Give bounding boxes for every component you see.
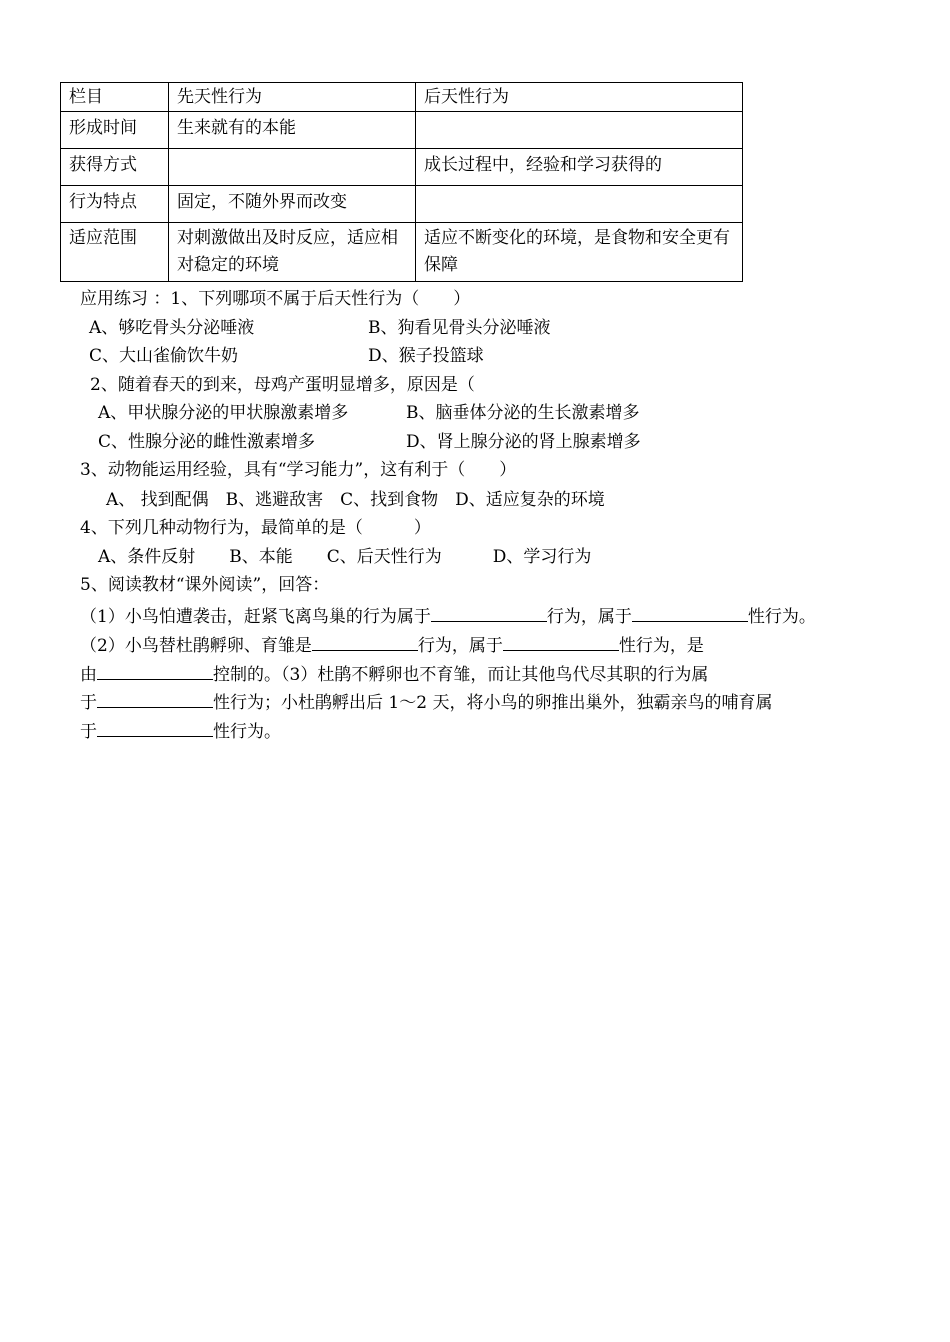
text: 性行为，是 <box>618 636 704 656</box>
option-d: D、猴子投篮球 <box>368 346 484 366</box>
learned-cell <box>416 186 743 223</box>
text: 性行为。 <box>747 607 816 627</box>
option-b: B、狗看见骨头分泌唾液 <box>368 318 551 338</box>
text: 于 <box>80 722 97 742</box>
row-label: 获得方式 <box>61 149 169 186</box>
fill-blank[interactable] <box>312 632 418 651</box>
option-c: C、大山雀偷饮牛奶 <box>89 346 239 366</box>
text: 由 <box>80 665 97 685</box>
learned-cell: 适应不断变化的环境，是食物和安全更有保障 <box>416 223 743 282</box>
question-4-options: A、条件反射 B、本能 C、后天性行为 D、学习行为 <box>98 547 592 567</box>
text: （1）小鸟怕遭袭击，赶紧飞离鸟巢的行为属于 <box>80 607 431 627</box>
innate-cell: 生来就有的本能 <box>169 112 416 149</box>
fill-blank[interactable] <box>97 661 213 680</box>
table-row <box>61 149 743 186</box>
innate-cell: 对刺激做出及时反应，适应相对稳定的环境 <box>169 223 416 282</box>
question-1: 应用练习 ：1、下列哪项不属于后天性行为（ ） <box>80 289 471 309</box>
fill-blank[interactable] <box>503 632 619 651</box>
question-5-line-2 <box>80 632 704 658</box>
table-header-row <box>61 83 743 112</box>
text: 行为，属于 <box>417 636 503 656</box>
question-5-line-5 <box>80 718 281 744</box>
row-label: 适应范围 <box>61 223 169 282</box>
text: 于 <box>80 693 97 713</box>
question-5-line-1 <box>80 603 816 629</box>
header-cell: 先天性行为 <box>169 83 416 112</box>
question-5-line-4 <box>80 689 772 715</box>
text: （2）小鸟替杜鹃孵卵、育雏是 <box>80 636 312 656</box>
table-row <box>61 112 743 149</box>
learned-cell: 成长过程中，经验和学习获得的 <box>416 149 743 186</box>
text: 行为，属于 <box>546 607 632 627</box>
text: 控制的。（3）杜鹃不孵卵也不育雏，而让其他鸟代尽其职的行为属 <box>213 665 709 685</box>
table-row <box>61 223 743 282</box>
option-a: A、够吃骨头分泌唾液 <box>89 318 255 338</box>
option-b: B、脑垂体分泌的生长激素增多 <box>406 403 640 423</box>
innate-cell: 固定，不随外界而改变 <box>169 186 416 223</box>
fill-blank[interactable] <box>632 603 748 622</box>
question-5: 5、阅读教材“课外阅读”，回答： <box>80 575 330 595</box>
row-label: 行为特点 <box>61 186 169 223</box>
fill-blank[interactable] <box>97 689 213 708</box>
option-a: A、甲状腺分泌的甲状腺激素增多 <box>98 403 349 423</box>
innate-cell <box>169 149 416 186</box>
option-d: D、肾上腺分泌的肾上腺素增多 <box>406 432 641 452</box>
fill-blank[interactable] <box>431 603 547 622</box>
row-label: 形成时间 <box>61 112 169 149</box>
question-3-options: A、 找到配偶 B、逃避敌害 C、找到食物 D、适应复杂的环境 <box>106 490 605 510</box>
learned-cell <box>416 112 743 149</box>
question-5-line-3 <box>80 661 708 687</box>
header-cell: 栏目 <box>61 83 169 112</box>
question-4: 4、下列几种动物行为，最简单的是（ ） <box>80 518 431 538</box>
fill-blank[interactable] <box>97 718 213 737</box>
text: 性行为；小杜鹃孵出后 1～2 天，将小鸟的卵推出巢外，独霸亲鸟的哺育属 <box>213 693 773 713</box>
table-row <box>61 186 743 223</box>
header-cell: 后天性行为 <box>416 83 743 112</box>
question-3: 3、动物能运用经验，具有“学习能力”，这有利于（ ） <box>80 460 517 480</box>
option-c: C、性腺分泌的雌性激素增多 <box>98 432 316 452</box>
comparison-table <box>60 82 743 282</box>
text: 性行为。 <box>213 722 281 742</box>
question-2: 2、随着春天的到来，母鸡产蛋明显增多，原因是（ <box>90 375 475 395</box>
